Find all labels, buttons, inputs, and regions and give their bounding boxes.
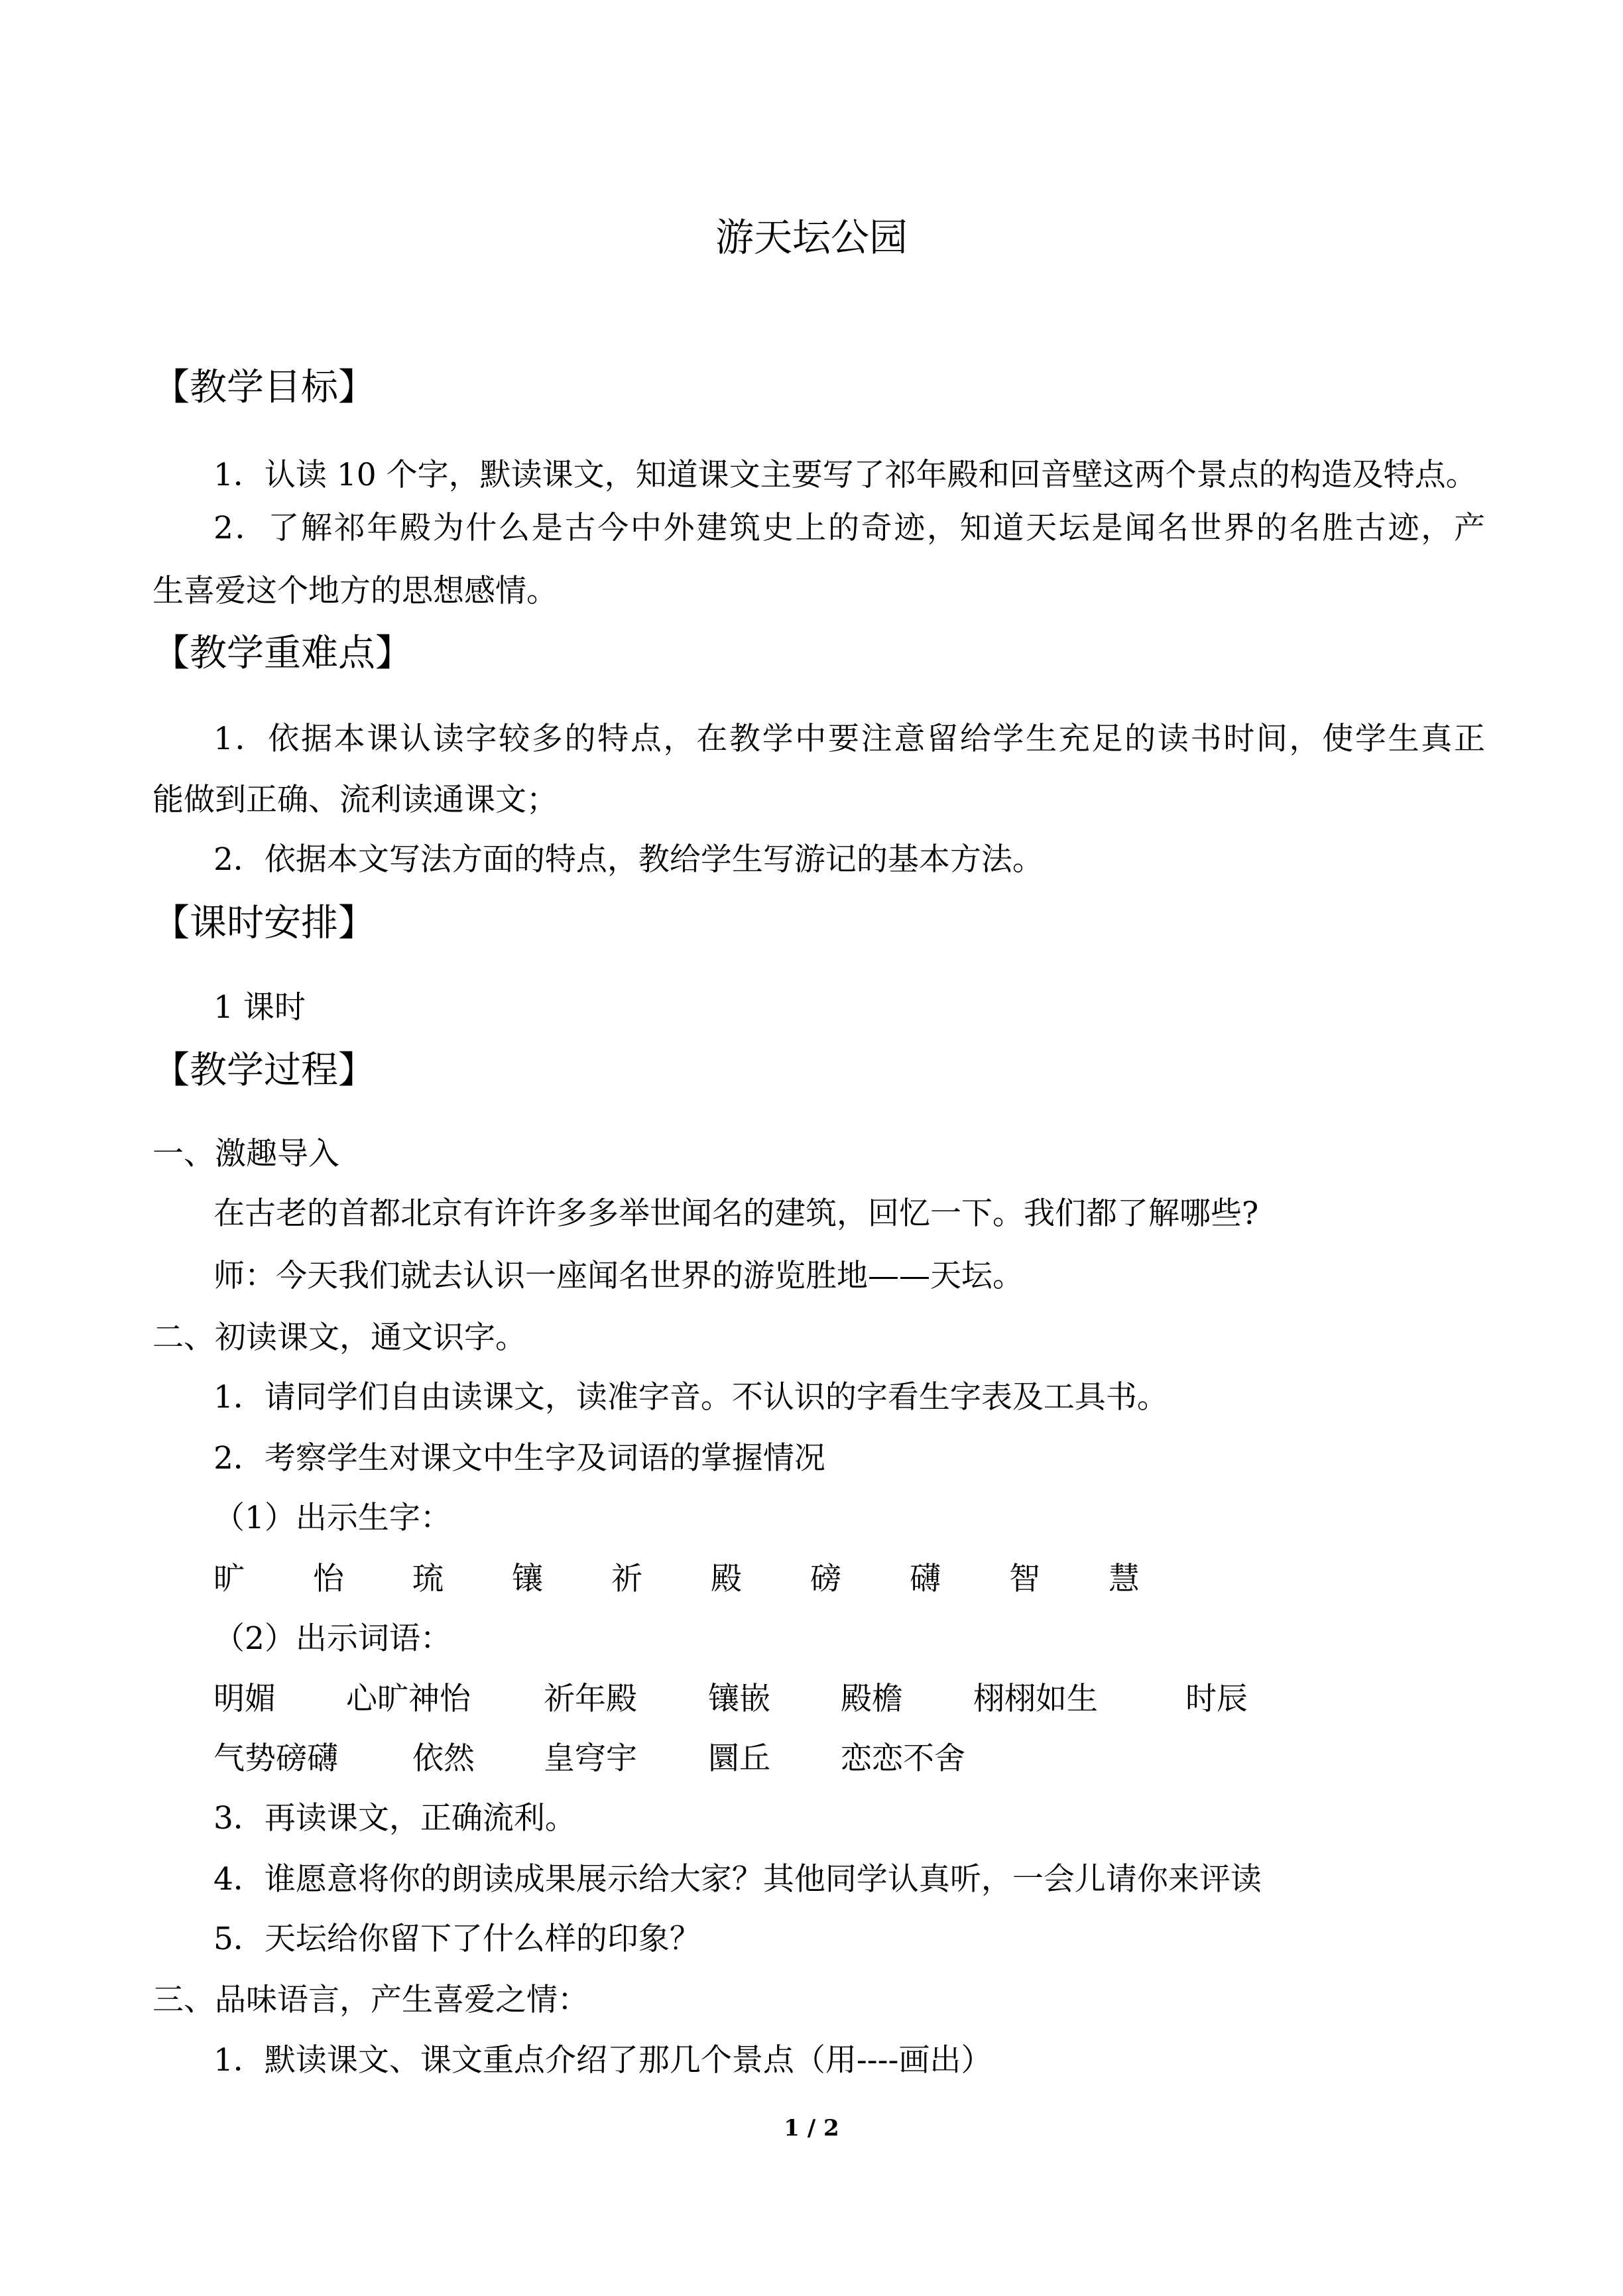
character-item: 慧 [1109, 1561, 1140, 1597]
word-item: 圜丘 [708, 1740, 770, 1777]
process-step-2-heading: 二、初读课文，通文识字。 [152, 1319, 526, 1356]
word-item: 皇穹宇 [544, 1740, 637, 1777]
word-item: 气势磅礴 [213, 1740, 338, 1777]
character-item: 殿 [711, 1561, 742, 1597]
process-step-3-heading: 三、品味语言，产生喜爱之情： [152, 1982, 589, 2018]
process-step-1-heading: 一、激趣导入 [152, 1136, 339, 1172]
word-item: 明媚 [213, 1681, 276, 1717]
word-item: 心旷神怡 [346, 1681, 471, 1717]
character-item: 磅 [810, 1561, 841, 1597]
goal-2-line-2: 生喜爱这个地方的思想感情。 [152, 573, 558, 609]
document-title: 游天坛公园 [715, 215, 908, 260]
section-heading-goals: 【教学目标】 [152, 366, 375, 409]
process-step-2-para-2: 2．考察学生对课文中生字及词语的掌握情况 [213, 1440, 825, 1477]
process-step-2-para-3: 3．再读课文，正确流利。 [213, 1800, 576, 1837]
process-step-3-para-1: 1．默读课文、课文重点介绍了那几个景点（用----画出） [213, 2042, 992, 2079]
process-step-1-para-2: 师：今天我们就去认识一座闻名世界的游览胜地——天坛。 [213, 1258, 1024, 1294]
key-point-1-line-1: 1．依据本课认读字较多的特点，在教学中要注意留给学生充足的读书时间，使学生真正 [213, 721, 1485, 757]
word-item: 祈年殿 [544, 1681, 637, 1717]
character-item: 智 [1009, 1561, 1040, 1597]
process-step-1-para-1: 在古老的首都北京有许许多多举世闻名的建筑，回忆一下。我们都了解哪些? [213, 1195, 1259, 1232]
goal-2-line-1: 2．了解祁年殿为什么是古今中外建筑史上的奇迹，知道天坛是闻名世界的名胜古迹，产 [213, 510, 1485, 546]
character-item: 怡 [313, 1561, 344, 1597]
key-point-1-line-2: 能做到正确、流利读通课文； [152, 782, 558, 818]
word-item: 镶嵌 [708, 1681, 770, 1717]
character-item: 礴 [910, 1561, 941, 1597]
word-item: 栩栩如生 [973, 1681, 1098, 1717]
character-item: 祈 [611, 1561, 642, 1597]
character-item: 琉 [412, 1561, 444, 1597]
process-step-2-para-1: 1．请同学们自由读课文，读准字音。不认识的字看生字表及工具书。 [213, 1379, 1168, 1416]
process-step-2-sub-2: （2）出示词语： [213, 1620, 451, 1657]
section-heading-key-points: 【教学重难点】 [152, 632, 412, 675]
process-step-2-para-5: 5．天坛给你留下了什么样的印象？ [213, 1921, 701, 1957]
section-heading-process: 【教学过程】 [152, 1049, 375, 1092]
key-point-2: 2．依据本文写法方面的特点，教给学生写游记的基本方法。 [213, 841, 1044, 878]
word-item: 殿檐 [841, 1681, 903, 1717]
process-step-2-sub-1: （1）出示生字： [213, 1500, 451, 1536]
page-number: 1 / 2 [784, 2115, 839, 2142]
schedule-text: 1 课时 [213, 989, 306, 1026]
process-step-2-para-4: 4．谁愿意将你的朗读成果展示给大家？其他同学认真听，一会儿请你来评读 [213, 1861, 1262, 1898]
word-item: 恋恋不舍 [841, 1740, 965, 1777]
character-item: 旷 [213, 1561, 245, 1597]
word-item: 依然 [412, 1740, 475, 1777]
character-item: 镶 [512, 1561, 543, 1597]
word-item: 时辰 [1185, 1681, 1248, 1717]
goal-1: 1．认读 10 个字，默读课文，知道课文主要写了祁年殿和回音壁这两个景点的构造及特点。 [213, 457, 1477, 493]
section-heading-schedule: 【课时安排】 [152, 902, 375, 945]
